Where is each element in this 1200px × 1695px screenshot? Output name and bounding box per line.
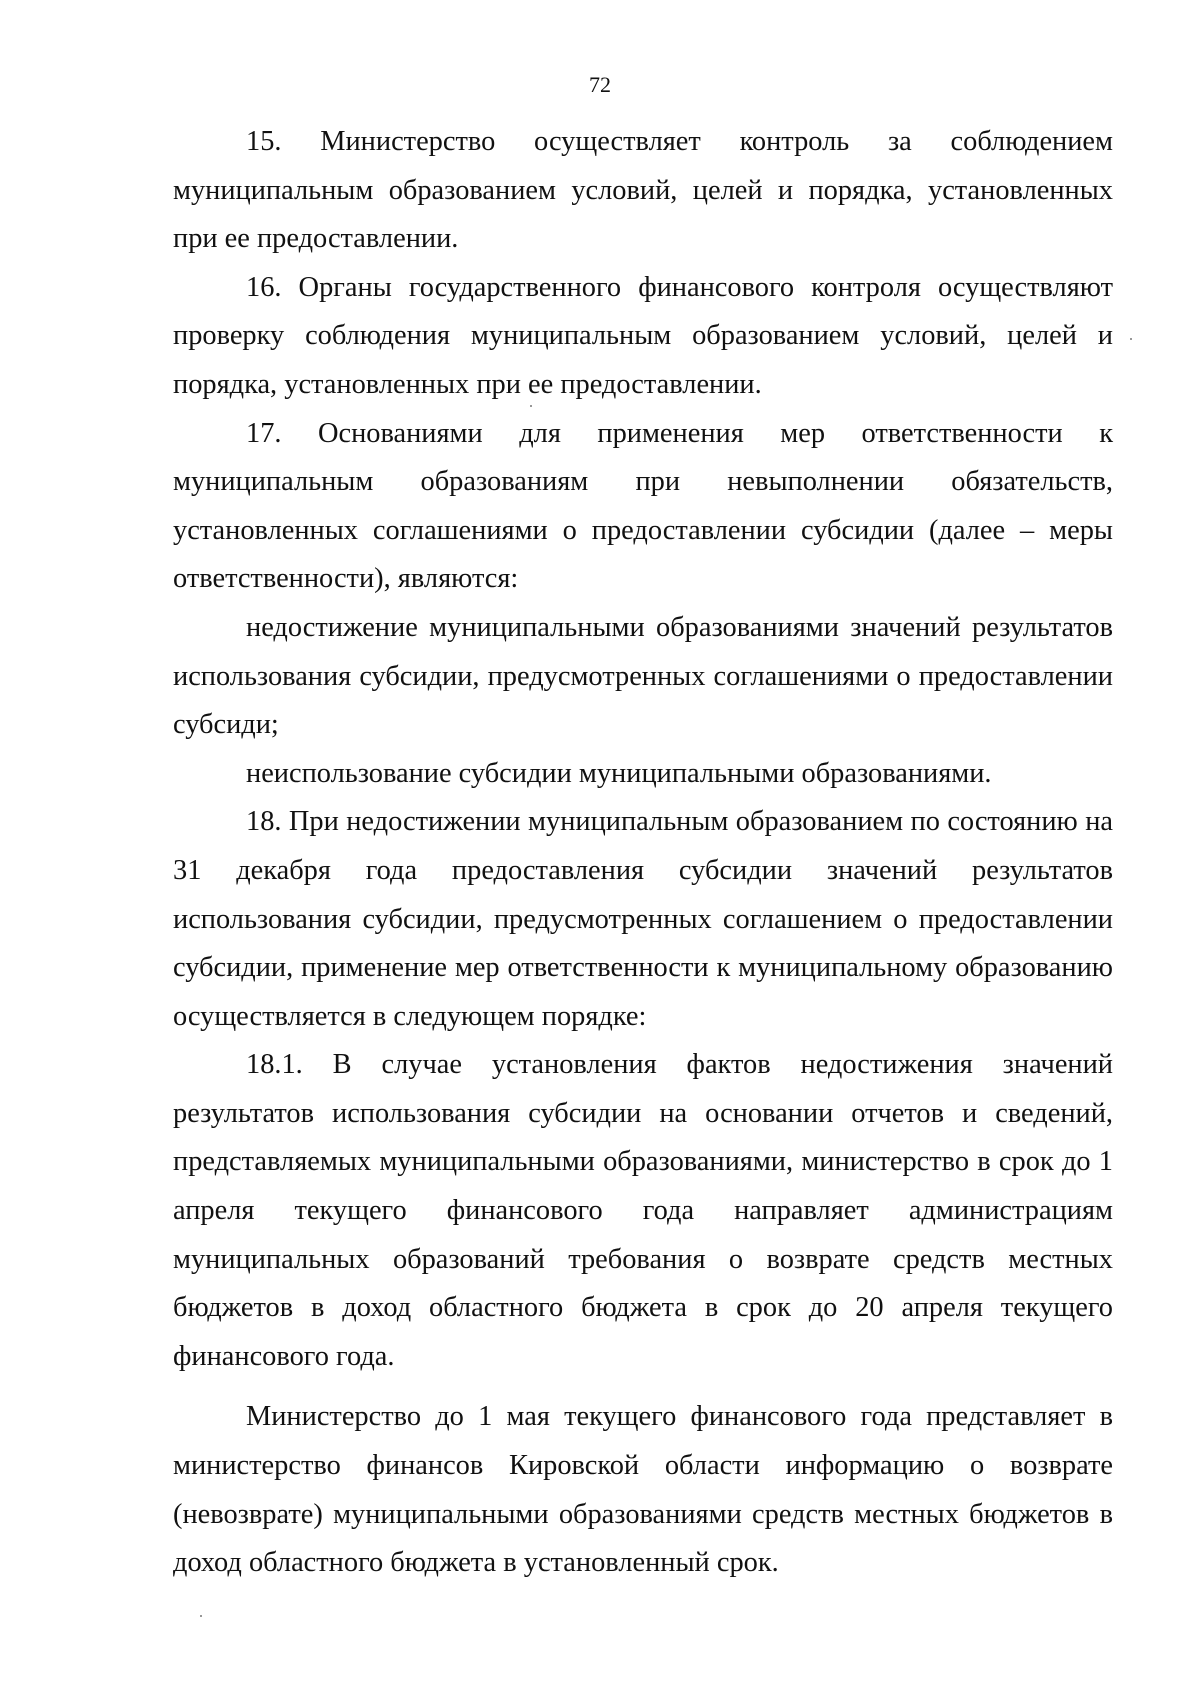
scan-speck [200,1615,202,1617]
paragraph-18: 18. При недостижении муниципальным образованием по состоянию на 31 декабря года предоставления субсидии значений результатов использования субсидии, предусмотренных соглашением о предоставлении субсидии, применение мер ответственности к муниципальному образованию осуществляется в следующем порядке: [173,806,1113,1032]
paragraph-15: 15. Министерство осуществляет контроль за соблюдением муниципальным образованием условий, целей и порядка, установленных при ее предоставлении. [173,126,1113,255]
paragraph-17-item-2: неиспользование субсидии муниципальными образованиями. [246,757,992,789]
paragraph-17-item-1: недостижение муниципальными образованиями значений результатов использования субсидии, предусмотренных соглашениями о предоставлении субсиди; [173,611,1113,741]
paragraph-17: 17. Основаниями для применения мер ответственности к муниципальным образованиям при невыполнении обязательств, установленных соглашениями о предоставлении субсидии (далее – меры ответственности), являются: [173,417,1113,595]
scan-speck [530,405,532,407]
page-number: 72 [589,72,611,97]
paragraph-16: 16. Органы государственного финансового контроля осуществляют проверку соблюдения муниципальным образованием условий, целей и порядка, установленных при ее предоставлении. [173,271,1113,400]
scan-speck [1130,338,1132,340]
document-body [173,118,1113,1588]
paragraph-ministry-report: Министерство до 1 мая текущего финансового года представляет в министерство финансов Кировской области информацию о возврате (невозврате) муниципальными образованиями средств местных бюджетов в доход областного бюджета в установленный срок. [173,1401,1113,1579]
paragraph-18-1: 18.1. В случае установления фактов недостижения значений результатов использования субсидии на основании отчетов и сведений, представляемых муниципальными образованиями, министерство в срок до 1 апреля текущего финансового года направляет администрациям муниципальных образований требования о возврате средств местных бюджетов в доход областного бюджета в срок до 20 апреля текущего финансового года. [173,1049,1113,1372]
